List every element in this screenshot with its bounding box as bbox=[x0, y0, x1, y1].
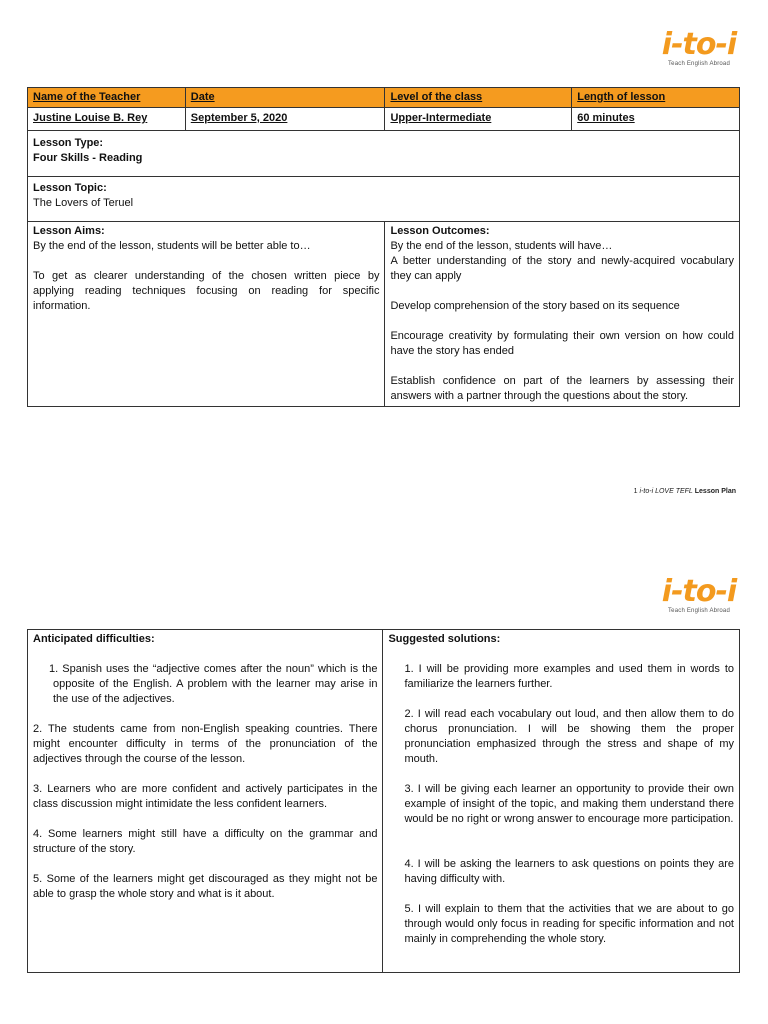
outcomes-item: A better understanding of the story and newly-acquired vocabulary they can apply bbox=[390, 255, 734, 282]
logo-tagline: Teach English Abroad bbox=[667, 61, 731, 67]
solutions-cell bbox=[383, 630, 740, 973]
brand-logo bbox=[660, 574, 738, 614]
outcomes-item: Establish confidence on part of the learners by assessing their answers with a partner through the questions about the story. bbox=[390, 375, 734, 402]
lesson-topic-cell bbox=[28, 177, 740, 222]
brand-logo bbox=[660, 27, 738, 67]
difficulty-item: 2. The students came from non-English speaking countries. There might encounter difficulty in terms of the pronunciation of the adjectives through the course of the lesson. bbox=[33, 723, 378, 765]
outcomes-cell bbox=[385, 222, 740, 407]
difficulties-row bbox=[28, 630, 740, 973]
lesson-topic-label: Lesson Topic: bbox=[33, 182, 107, 194]
difficulty-item: 5. Some of the learners might get discouraged as they might not be able to grasp the whole story and what is it about. bbox=[33, 873, 378, 900]
lesson-type-cell bbox=[28, 131, 740, 177]
solution-item: 3. I will be giving each learner an opportunity to provide their own example of insight of the topic, and making them understand there would be no right or wrong answer to encourage more participation. bbox=[404, 783, 734, 825]
level-label: Level of the class bbox=[385, 88, 572, 108]
outcomes-item: Encourage creativity by formulating their own version on how could have the story has ended bbox=[390, 330, 734, 357]
solution-item: 4. I will be asking the learners to ask questions on points they are having difficulty with. bbox=[404, 858, 734, 885]
teacher-name: Justine Louise B. Rey bbox=[28, 108, 186, 131]
outcomes-intro: By the end of the lesson, students will have… bbox=[390, 240, 613, 252]
outcomes-label: Lesson Outcomes: bbox=[390, 225, 490, 237]
solution-item: 5. I will explain to them that the activities that we are about to go through would only focus in reading for specific information and not mainly in comprehending the whole story. bbox=[404, 903, 734, 945]
aims-intro: By the end of the lesson, students will be better able to… bbox=[33, 240, 311, 252]
lesson-type-row bbox=[28, 131, 740, 177]
difficulties-label: Anticipated difficulties: bbox=[33, 633, 155, 645]
page-number: 1 bbox=[633, 488, 638, 495]
date-label: Date bbox=[185, 88, 385, 108]
page-footer bbox=[560, 488, 736, 495]
aims-outcomes-row bbox=[28, 222, 740, 407]
class-level: Upper-Intermediate bbox=[385, 108, 572, 131]
lesson-type-value: Four Skills - Reading bbox=[33, 152, 143, 164]
info-row bbox=[28, 108, 740, 131]
difficulty-item: 3. Learners who are more confident and actively participates in the class discussion might intimidate the less confident learners. bbox=[33, 783, 378, 810]
difficulties-table bbox=[27, 629, 740, 973]
outcomes-item: Develop comprehension of the story based on its sequence bbox=[390, 300, 680, 312]
lesson-topic-row bbox=[28, 177, 740, 222]
teacher-label: Name of the Teacher bbox=[28, 88, 186, 108]
solution-item: 1. I will be providing more examples and used them in words to familiarize the learners further. bbox=[404, 663, 734, 690]
lesson-info-table bbox=[27, 87, 740, 407]
difficulty-item: 4. Some learners might still have a difficulty on the grammar and structure of the story. bbox=[33, 828, 378, 855]
solution-item: 2. I will read each vocabulary out loud, and then allow them to do chorus pronunciation. I will be showing them the proper pronunciation emphasized through the stress and shape of my mouth. bbox=[404, 708, 734, 765]
difficulty-item: 1. Spanish uses the “adjective comes after the noun” which is the opposite of the English. A problem with the learner may arise in the use of the adjectives. bbox=[49, 663, 378, 705]
aims-item: To get as clearer understanding of the chosen written piece by applying reading techniques focusing on reading for specific information. bbox=[33, 270, 380, 312]
header-row bbox=[28, 88, 740, 108]
logo-mark: i-to-i bbox=[661, 574, 737, 609]
aims-label: Lesson Aims: bbox=[33, 225, 105, 237]
lesson-type-label: Lesson Type: bbox=[33, 137, 104, 149]
logo-mark: i-to-i bbox=[661, 27, 737, 62]
footer-suffix: Lesson Plan bbox=[694, 488, 736, 495]
solutions-label: Suggested solutions: bbox=[388, 633, 501, 645]
lesson-topic-value: The Lovers of Teruel bbox=[33, 197, 134, 209]
lesson-length: 60 minutes bbox=[572, 108, 740, 131]
lesson-date: September 5, 2020 bbox=[185, 108, 385, 131]
length-label: Length of lesson bbox=[572, 88, 740, 108]
logo-tagline: Teach English Abroad bbox=[667, 608, 731, 614]
footer-brand: i-to-i LOVE TEFL bbox=[639, 488, 693, 495]
aims-cell bbox=[28, 222, 385, 407]
difficulties-cell bbox=[28, 630, 383, 973]
